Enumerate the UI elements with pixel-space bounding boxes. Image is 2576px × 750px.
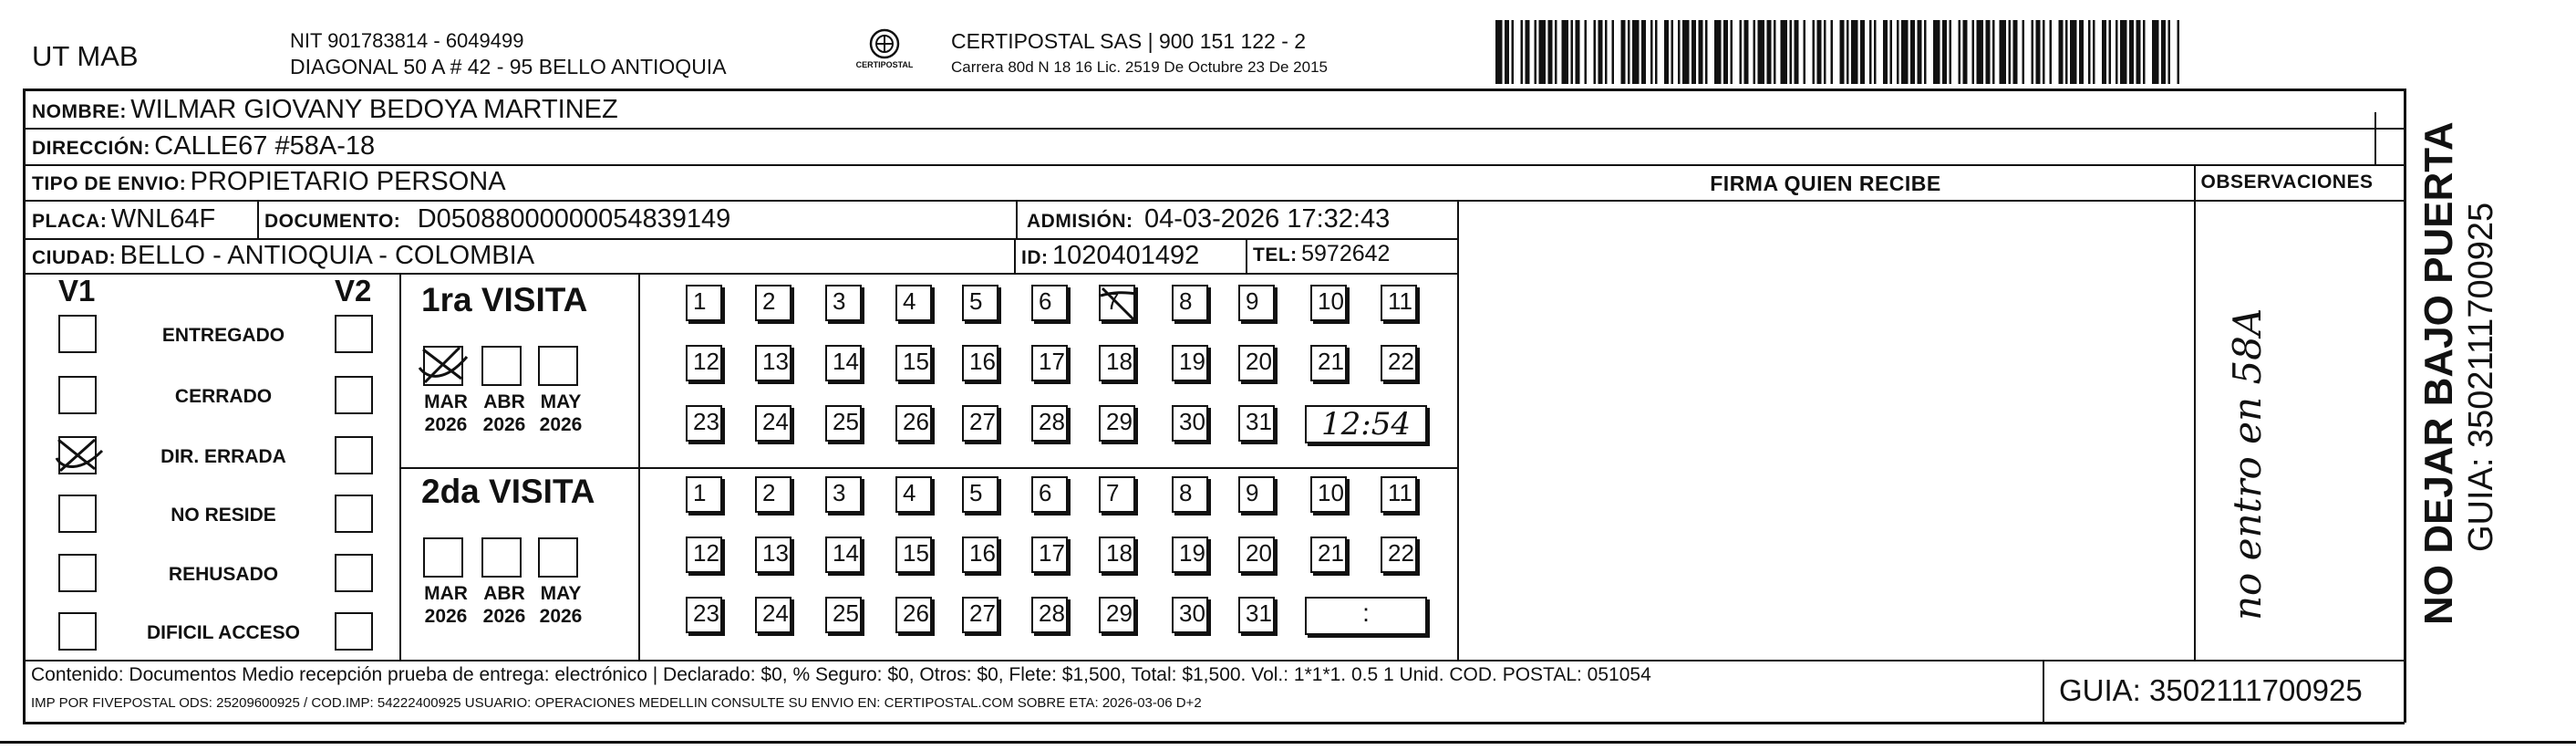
day-box[interactable]: 31 <box>1238 597 1275 633</box>
day-box[interactable]: 13 <box>755 345 791 381</box>
day-box[interactable]: 31 <box>1238 405 1275 442</box>
v1-checkbox[interactable] <box>58 554 97 592</box>
firma-header: FIRMA QUIEN RECIBE <box>1710 172 1941 195</box>
day-box[interactable]: 14 <box>825 345 862 381</box>
status-label: REHUSADO <box>168 564 279 585</box>
time-box[interactable] <box>1305 405 1427 443</box>
day-box[interactable]: 30 <box>1172 597 1208 633</box>
month-checkbox[interactable] <box>538 346 578 386</box>
tipo-envio-row <box>32 167 506 197</box>
certipostal-logo <box>853 27 916 80</box>
placa-row <box>32 204 215 234</box>
month-label <box>474 582 534 628</box>
day-box[interactable]: 24 <box>755 405 791 442</box>
day-box[interactable]: 30 <box>1172 405 1208 442</box>
month-label <box>531 391 591 436</box>
month-name: MAY <box>540 391 582 412</box>
placa-label: PLACA: <box>32 211 108 232</box>
nombre-value: WILMAR GIOVANY BEDOYA MARTINEZ <box>130 95 618 124</box>
day-mark <box>1097 283 1141 327</box>
month-year: 2026 <box>482 414 526 436</box>
day-box[interactable]: 15 <box>895 345 932 381</box>
day-box[interactable]: 16 <box>962 536 998 573</box>
day-box[interactable]: 23 <box>686 597 722 633</box>
tel-value: 5972642 <box>1301 241 1391 266</box>
month-checkbox[interactable] <box>423 346 463 386</box>
day-box[interactable]: 20 <box>1238 345 1275 381</box>
day-box[interactable]: 23 <box>686 405 722 442</box>
nombre-label: NOMBRE: <box>32 101 127 122</box>
barcode <box>1495 20 2179 84</box>
day-box[interactable]: 2 <box>755 285 791 321</box>
observaciones-header: OBSERVACIONES <box>2200 172 2374 193</box>
documento-row <box>264 204 730 234</box>
day-box[interactable]: 21 <box>1310 345 1347 381</box>
day-box[interactable]: 28 <box>1031 405 1068 442</box>
day-box[interactable]: 25 <box>825 405 862 442</box>
footer-guia: GUIA: 3502111700925 <box>2059 673 2363 707</box>
month-checkbox[interactable] <box>481 537 522 578</box>
day-box[interactable]: 22 <box>1381 536 1417 573</box>
day-box[interactable]: 29 <box>1099 597 1135 633</box>
nombre-row <box>32 95 618 125</box>
day-box[interactable]: 26 <box>895 597 932 633</box>
month-checkbox[interactable] <box>481 346 522 386</box>
placa-value: WNL64F <box>110 204 216 234</box>
month-name: MAY <box>540 583 582 604</box>
admision-label: ADMISIÓN: <box>1027 211 1133 232</box>
tel-label: TEL: <box>1253 245 1298 266</box>
company-name: UT MAB <box>32 40 139 72</box>
side-guia: GUIA: 3502111700925 <box>2462 202 2500 552</box>
logo-text: CERTIPOSTAL <box>855 60 914 69</box>
id-value: 1020401492 <box>1051 241 1200 270</box>
ciudad-value: BELLO - ANTIOQUIA - COLOMBIA <box>119 241 535 270</box>
month-year: 2026 <box>539 606 583 628</box>
day-box[interactable]: 9 <box>1238 285 1275 321</box>
day-box[interactable]: 11 <box>1381 285 1417 321</box>
month-year: 2026 <box>539 414 583 436</box>
v2-checkbox[interactable] <box>335 436 373 474</box>
day-box[interactable]: 11 <box>1381 476 1417 513</box>
day-box[interactable]: 6 <box>1031 285 1068 321</box>
company-address: DIAGONAL 50 A # 42 - 95 BELLO ANTIOQUIA <box>290 55 727 78</box>
footer-imp: IMP POR FIVEPOSTAL ODS: 25209600925 / COD.IMP: 54222400925 USUARIO: OPERACIONES MEDELLIN CONSULTE SU ENVIO EN: CERTIPOSTAL.COM SOBRE ETA: 2026-03-06 D+2 <box>31 695 1202 711</box>
day-box[interactable]: 1 <box>686 476 722 513</box>
time-value: 12:54 <box>1321 406 1411 443</box>
status-label: NO RESIDE <box>171 505 276 526</box>
day-box[interactable]: 10 <box>1310 285 1347 321</box>
day-box[interactable]: 20 <box>1238 536 1275 573</box>
v2-checkbox[interactable] <box>335 376 373 414</box>
time-box[interactable] <box>1305 597 1427 635</box>
day-box[interactable]: 12 <box>686 536 722 573</box>
id-label: ID: <box>1021 247 1049 268</box>
day-box[interactable]: 1 <box>686 285 722 321</box>
day-box[interactable]: 7 <box>1099 285 1135 321</box>
day-box[interactable]: 24 <box>755 597 791 633</box>
month-name: MAR <box>424 583 468 604</box>
direccion-value: CALLE67 #58A-18 <box>154 131 376 161</box>
day-box[interactable]: 16 <box>962 345 998 381</box>
day-box[interactable]: 3 <box>825 476 862 513</box>
v1-checkbox[interactable] <box>58 376 97 414</box>
v2-header: V2 <box>335 274 372 307</box>
time-value: : <box>1362 599 1370 627</box>
side-warning: NO DEJAR BAJO PUERTA <box>2416 121 2461 625</box>
month-label <box>474 391 534 436</box>
v1-checkbox[interactable] <box>58 612 97 651</box>
admision-row <box>1027 204 1390 234</box>
day-box[interactable]: 18 <box>1099 345 1135 381</box>
day-box[interactable]: 19 <box>1172 536 1208 573</box>
tel-row <box>1253 241 1390 267</box>
visit1-title: 1ra VISITA <box>421 281 588 318</box>
v2-checkbox[interactable] <box>335 612 373 651</box>
visit2-title: 2da VISITA <box>421 473 595 510</box>
documento-label: DOCUMENTO: <box>264 211 401 232</box>
v2-checkbox[interactable] <box>335 315 373 353</box>
day-box[interactable]: 4 <box>895 476 932 513</box>
month-year: 2026 <box>424 606 468 628</box>
tipo-envio-label: TIPO DE ENVIO: <box>32 173 187 194</box>
day-box[interactable]: 17 <box>1031 536 1068 573</box>
month-label <box>416 391 476 436</box>
day-box[interactable]: 14 <box>825 536 862 573</box>
documento-value: D05088000000054839149 <box>417 204 731 234</box>
v1-checkbox[interactable] <box>58 495 97 533</box>
day-box[interactable]: 18 <box>1099 536 1135 573</box>
day-box[interactable]: 13 <box>755 536 791 573</box>
admision-value: 04-03-2026 17:32:43 <box>1143 204 1391 234</box>
status-label: DIR. ERRADA <box>160 446 286 467</box>
month-name: ABR <box>483 391 525 412</box>
day-box[interactable]: 25 <box>825 597 862 633</box>
day-box[interactable]: 10 <box>1310 476 1347 513</box>
day-box[interactable]: 21 <box>1310 536 1347 573</box>
day-box[interactable]: 26 <box>895 405 932 442</box>
ciudad-label: CIUDAD: <box>32 247 117 268</box>
v1-header: V1 <box>58 274 96 307</box>
direccion-row <box>32 131 375 161</box>
ciudad-row <box>32 241 534 271</box>
footer-contenido: Contenido: Documentos Medio recepción prueba de entrega: electrónico | Declarado: $0, % Seguro: $0, Otros: $0, Flete: $1,500, Total: $1,500. Vol.: 1*1*1. 0.5 1 Unid. COD. POSTAL: 051054 <box>31 664 1651 685</box>
operator-license: Carrera 80d N 18 16 Lic. 2519 De Octubre 23 De 2015 <box>951 58 1328 76</box>
month-checkbox[interactable] <box>423 537 463 578</box>
day-box[interactable]: 22 <box>1381 345 1417 381</box>
day-box[interactable]: 28 <box>1031 597 1068 633</box>
month-label <box>531 582 591 628</box>
day-box[interactable]: 27 <box>962 405 998 442</box>
day-box[interactable]: 27 <box>962 597 998 633</box>
day-box[interactable]: 4 <box>895 285 932 321</box>
v2-checkbox[interactable] <box>335 495 373 533</box>
day-box[interactable]: 2 <box>755 476 791 513</box>
id-row <box>1021 241 1199 271</box>
day-box[interactable]: 12 <box>686 345 722 381</box>
status-label: ENTREGADO <box>161 325 285 346</box>
day-box[interactable]: 5 <box>962 285 998 321</box>
day-box[interactable]: 3 <box>825 285 862 321</box>
month-name: ABR <box>483 583 525 604</box>
month-year: 2026 <box>482 606 526 628</box>
day-box[interactable]: 8 <box>1172 285 1208 321</box>
observaciones-handwritten: no entro en 58A <box>2225 307 2270 620</box>
v2-checkbox[interactable] <box>335 554 373 592</box>
day-box[interactable]: 9 <box>1238 476 1275 513</box>
day-box[interactable]: 8 <box>1172 476 1208 513</box>
day-box[interactable]: 15 <box>895 536 932 573</box>
direccion-label: DIRECCIÓN: <box>32 138 150 159</box>
day-box[interactable]: 7 <box>1099 476 1135 513</box>
operator-name: CERTIPOSTAL SAS | 900 151 122 - 2 <box>951 29 1307 53</box>
v1-checkbox[interactable] <box>58 436 97 474</box>
day-box[interactable]: 17 <box>1031 345 1068 381</box>
v1-checkbox[interactable] <box>58 315 97 353</box>
day-box[interactable]: 6 <box>1031 476 1068 513</box>
month-label <box>416 582 476 628</box>
day-box[interactable]: 19 <box>1172 345 1208 381</box>
day-box[interactable]: 29 <box>1099 405 1135 442</box>
day-box[interactable]: 5 <box>962 476 998 513</box>
month-name: MAR <box>424 391 468 412</box>
tipo-envio-value: PROPIETARIO PERSONA <box>190 167 506 196</box>
month-checkbox[interactable] <box>538 537 578 578</box>
month-year: 2026 <box>424 414 468 436</box>
company-nit: NIT 901783814 - 6049499 <box>290 29 524 52</box>
status-label: DIFICIL ACCESO <box>146 622 300 643</box>
status-label: CERRADO <box>174 386 273 407</box>
